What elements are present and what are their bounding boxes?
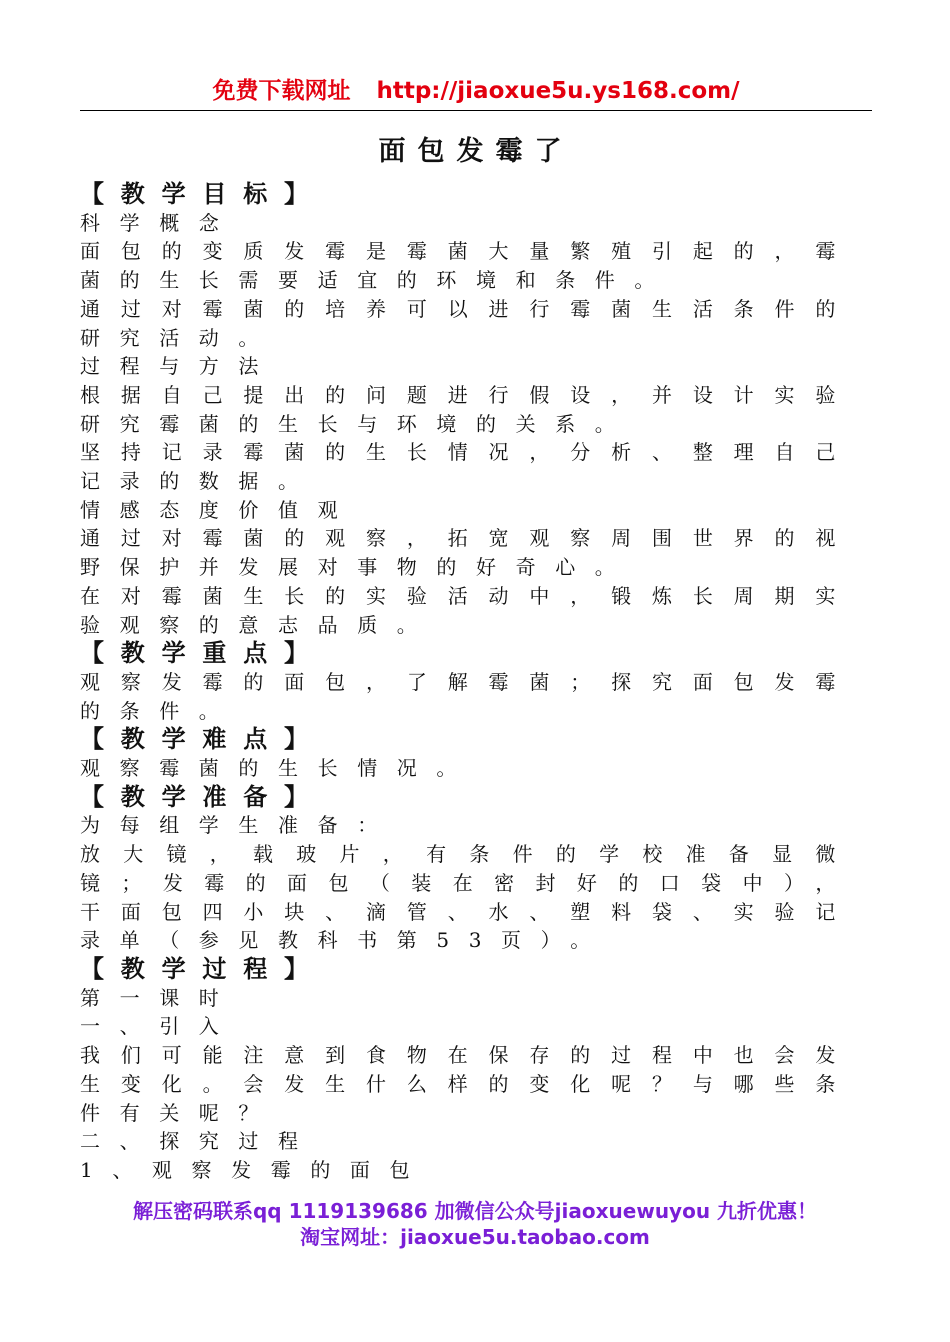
step-heading: 二、探究过程 — [80, 1129, 318, 1154]
section-heading-goals: 【教学目标】 — [80, 179, 325, 208]
section-heading-key-points: 【教学重点】 — [80, 638, 325, 668]
subheading-science-concepts: 科学概念 — [80, 210, 239, 235]
paragraph: 我们可能注意到食物在保存的过程中也会发生变化。会发生什么样的变化呢？与哪些条件有关呢？ — [80, 1043, 855, 1125]
paragraph: 为每组学生准备： — [80, 813, 397, 838]
step-heading: 一、引入 — [80, 1014, 239, 1039]
subheading-attitude-values: 情感态度价值观 — [80, 497, 358, 522]
paragraph: 通过对霉菌的培养可以进行霉菌生活条件的研究活动。 — [80, 296, 855, 350]
document-title: 面包发霉了 — [378, 136, 574, 167]
footer-shop-link[interactable]: 淘宝网址：jiaoxue5u.taobao.com — [300, 1225, 650, 1249]
paragraph: 观察发霉的面包，了解霉菌；探究面包发霉的条件。 — [80, 669, 855, 723]
document-body — [80, 180, 855, 1185]
download-header — [80, 74, 872, 108]
paragraph: 坚持记录霉菌的生长情况，分析、整理自己记录的数据。 — [80, 440, 855, 494]
paragraph: 根据自己提出的问题进行假设，并设计实验研究霉菌的生长与环境的关系。 — [80, 382, 855, 436]
step-item: 1、观察发霉的面包 — [80, 1157, 430, 1182]
paragraph: 通过对霉菌的观察，拓宽观察周围世界的视野保护并发展对事物的好奇心。 — [80, 526, 855, 580]
subheading-process-methods: 过程与方法 — [80, 354, 278, 379]
header-divider — [80, 110, 872, 111]
paragraph: 在对霉菌生长的实验活动中，锻炼长周期实验观察的意志品质。 — [80, 583, 855, 637]
footer-contact-line: 解压密码联系qq 1119139686 加微信公众号jiaoxuewuyou 九折优惠！ — [132, 1199, 818, 1223]
section-heading-difficulties: 【教学难点】 — [80, 724, 325, 754]
download-url-link[interactable]: http://jiaoxue5u.ys168.com/ — [376, 78, 740, 104]
section-heading-preparation: 【教学准备】 — [80, 781, 325, 811]
paragraph: 观察霉菌的生长情况。 — [80, 756, 476, 781]
paragraph: 放大镜，载玻片，有条件的学校准备显微镜；发霉的面包（装在密封好的口袋中），干面包四小块、滴管、水、塑料袋、实验记录单（参见教科书第53页）。 — [80, 842, 855, 953]
paragraph: 面包的变质发霉是霉菌大量繁殖引起的，霉菌的生长需要适宜的环境和条件。 — [80, 239, 855, 293]
lesson-label: 第一课时 — [80, 985, 239, 1010]
contact-footer — [60, 1198, 890, 1250]
section-heading-process: 【教学过程】 — [80, 953, 325, 983]
download-label: 免费下载网址 — [212, 78, 351, 104]
